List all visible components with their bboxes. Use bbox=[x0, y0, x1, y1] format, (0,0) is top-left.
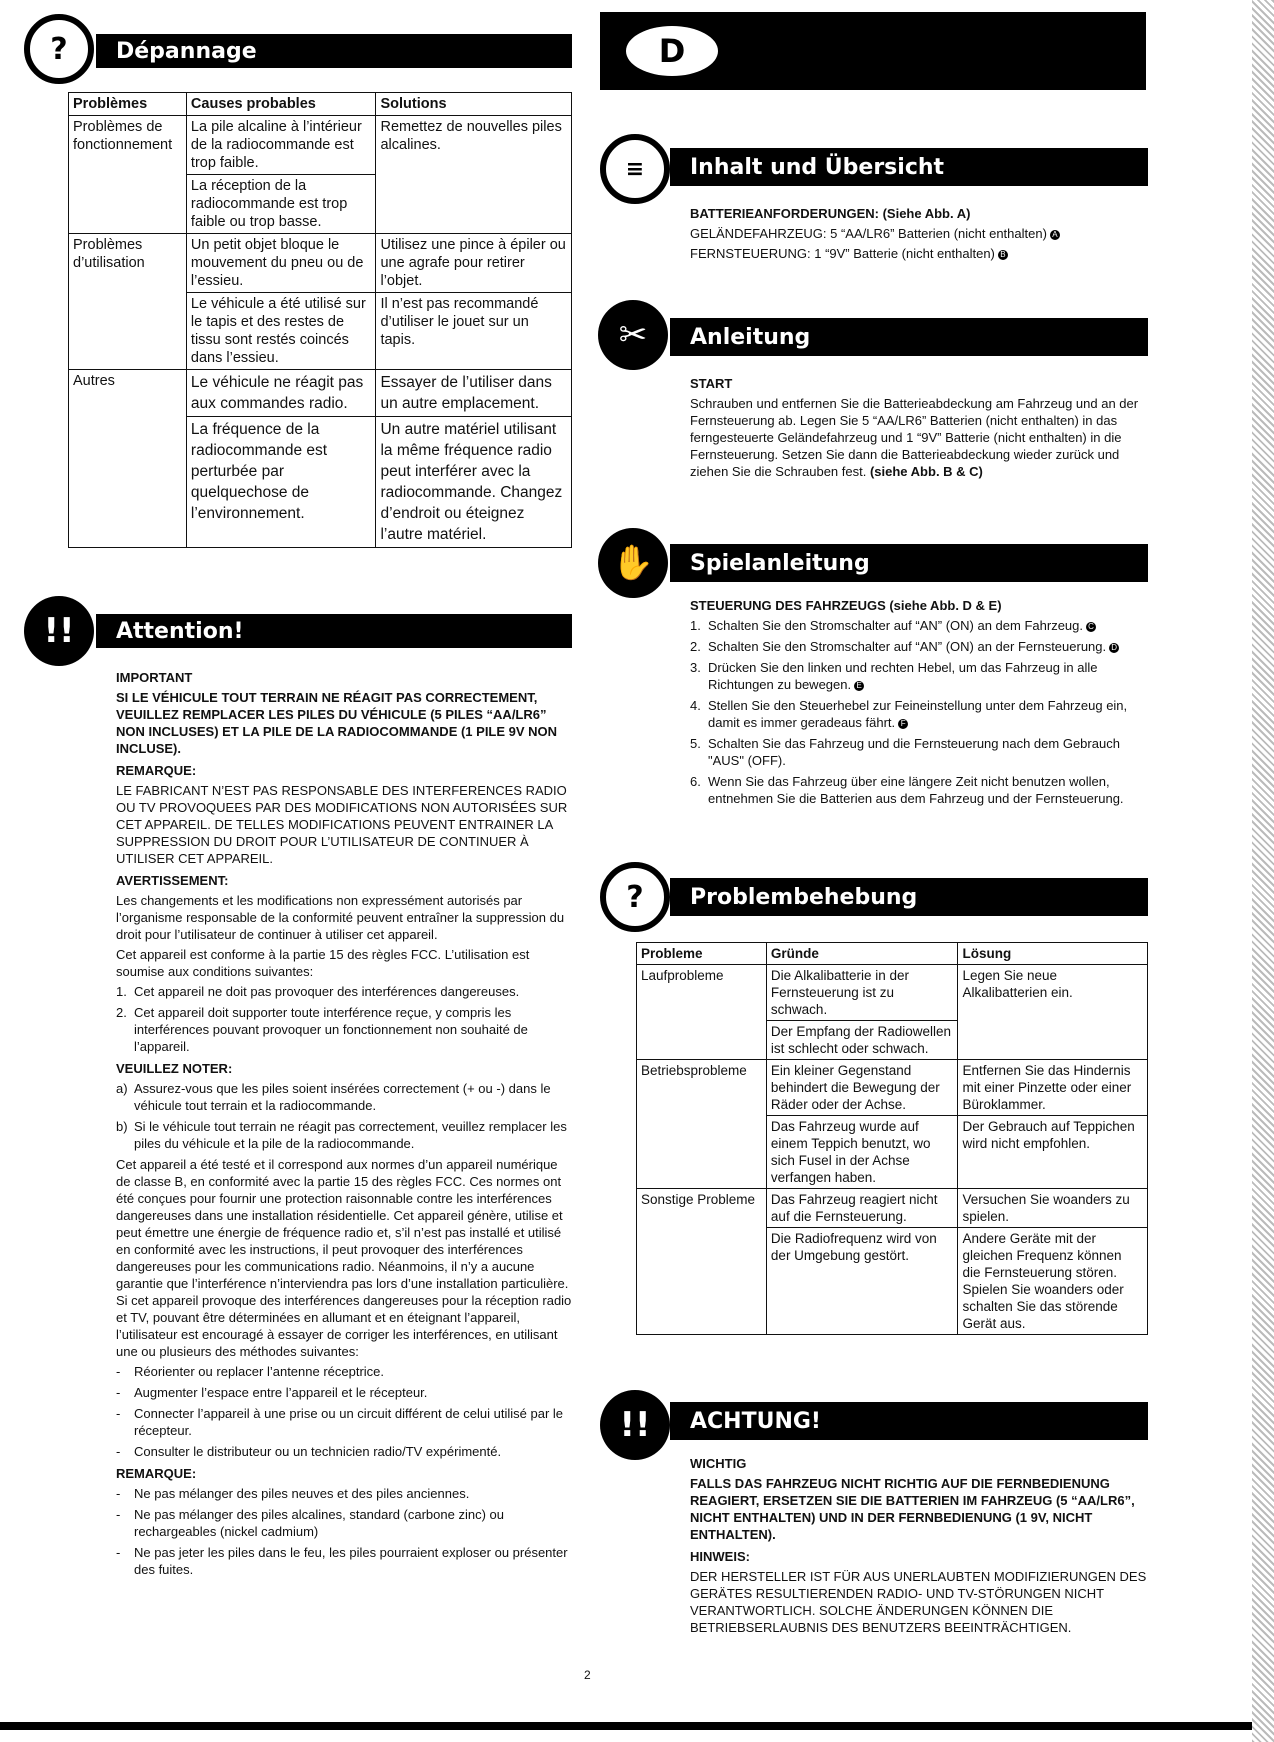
solution-cell: Un autre matériel utilisant la même fréquence radio peut interférer avec la radiocommande. Changez d’endroit ou éteignez l’autre matériel. bbox=[376, 417, 572, 548]
table-row bbox=[637, 1060, 1148, 1116]
cause-cell: Un petit objet bloque le mouvement du pneu ou de l’essieu. bbox=[186, 234, 376, 293]
table-header-row bbox=[69, 93, 572, 116]
problem-table bbox=[636, 942, 1148, 1335]
cause-cell: Le véhicule a été utilisé sur le tapis et des restes de tissu sont restés coincés dans l’essieu. bbox=[186, 293, 376, 370]
list-item: - Ne pas mélanger des piles alcalines, standard (carbone zinc) ou rechargeables (nickel cadmium) bbox=[116, 1507, 504, 1539]
depannage-title: Dépannage bbox=[116, 38, 257, 64]
cause-cell: La réception de la radiocommande est trop faible ou trop basse. bbox=[186, 175, 376, 234]
question-icon: ? bbox=[600, 862, 670, 932]
table-row bbox=[637, 1189, 1148, 1228]
solution-cell: Versuchen Sie woanders zu spielen. bbox=[958, 1189, 1148, 1228]
attention-header bbox=[96, 614, 572, 648]
solution-cell: Entfernen Sie das Hindernis mit einer Pinzette oder einer Büroklammer. bbox=[958, 1060, 1148, 1116]
list-item: - Connecter l’appareil à une prise ou un circuit différent de celui utilisé par le récepteur. bbox=[116, 1406, 564, 1438]
problem-cell: Autres bbox=[69, 370, 187, 548]
problem-cell: Problèmes d’utilisation bbox=[69, 234, 187, 370]
achtung-title: ACHTUNG! bbox=[690, 1408, 821, 1434]
hinweis-text: DER HERSTELLER IST FÜR AUS UNERLAUBTEN MODIFIZIERUNGEN DES GERÄTES RESULTIERENDEN RADIO- UND TV-STÖRUNGEN NICHT VERANTWORTLICH. SOLCHE ÄNDERUNGEN KÖNNEN DIE BETRIEBSERLAUBNIS DES BENUTZERS BEEINTRÄCHTIGEN. bbox=[690, 1569, 1147, 1635]
inhalt-header bbox=[670, 148, 1148, 186]
inhalt-title: Inhalt und Übersicht bbox=[690, 154, 945, 180]
steering-heading: STEUERUNG DES FAHRZEUGS (siehe Abb. D & E) bbox=[690, 598, 1002, 613]
cause-cell: Ein kleiner Gegenstand behindert die Bewegung der Räder oder der Achse. bbox=[766, 1060, 958, 1116]
start-heading: START bbox=[690, 376, 733, 391]
header-problemes: Problèmes bbox=[69, 93, 187, 116]
problem-cell: Sonstige Probleme bbox=[637, 1189, 767, 1335]
problem-title: Problembehebung bbox=[690, 884, 918, 910]
note-list bbox=[116, 1080, 574, 1152]
table-row bbox=[69, 370, 572, 417]
exclamation-icon: !! bbox=[24, 596, 94, 666]
veuillez-heading: VEUILLEZ NOTER: bbox=[116, 1061, 233, 1076]
list-item: 5. Schalten Sie das Fahrzeug und die Fernsteuerung nach dem Gebrauch "AUS" (OFF). bbox=[690, 736, 1120, 768]
list-item: 4. Stellen Sie den Steuerhebel zur Feineinstellung unter dem Fahrzeug ein, damit es immer geradeaus fährt. F bbox=[690, 698, 1128, 730]
inhalt-body bbox=[690, 200, 1150, 265]
cause-cell: Das Fahrzeug wurde auf einem Teppich benutzt, wo sich Fusel in der Achse verfangen haben. bbox=[766, 1116, 958, 1189]
anleitung-title: Anleitung bbox=[690, 324, 811, 350]
cause-cell: Die Radiofrequenz wird von der Umgebung gestört. bbox=[766, 1228, 958, 1335]
cause-cell: Le véhicule ne réagit pas aux commandes radio. bbox=[186, 370, 376, 417]
list-item: - Réorienter ou replacer l’antenne réceptrice. bbox=[116, 1364, 385, 1379]
remarque-text: LE FABRICANT N’EST PAS RESPONSABLE DES INTERFERENCES RADIO OU TV PROVOQUEES PAR DES MODIFICATIONS NON AUTORISÉES SUR CET APPAREIL. DE TELLES MODIFICATIONS PEUVENT ENTRAINER LA SUPPRESSION DU DROIT POUR L’UTILISATEUR DE CONTINUER À UTILISER CET APPAREIL. bbox=[116, 783, 568, 866]
page-number: 2 bbox=[584, 1668, 591, 1682]
cause-cell: La pile alcaline à l’intérieur de la radiocommande est trop faible. bbox=[186, 116, 376, 175]
list-item: 1. Schalten Sie den Stromschalter auf “AN” (ON) an dem Fahrzeug. C bbox=[690, 617, 1150, 634]
attention-title: Attention! bbox=[116, 618, 244, 644]
anleitung-text: Schrauben und entfernen Sie die Batterieabdeckung am Fahrzeug und an der Fernsteuerung ab. Legen Sie 5 “AA/LR6” Batterien (nicht enthalten) in das ferngesteuerte Geländefahrzeug und 1 “9V” Batterie (nicht enthalten) in die Fernsteuerung. Setzen Sie dann die Batterieabdeckung wieder zurück und ziehen Sie die Schrauben fest. (siehe Abb. B & C) bbox=[690, 396, 1139, 479]
remarque2-heading: REMARQUE: bbox=[116, 1466, 197, 1481]
cause-cell: Die Alkalibatterie in der Fernsteuerung ist zu schwach. bbox=[766, 965, 958, 1021]
checklist-icon: ≡ bbox=[600, 134, 670, 204]
list-item: 3. Drücken Sie den linken und rechten Hebel, um das Fahrzeug in alle Richtungen zu bewegen. E bbox=[690, 660, 1098, 692]
list-item: - Ne pas mélanger des piles neuves et des piles anciennes. bbox=[116, 1486, 470, 1501]
methods-list bbox=[116, 1363, 574, 1460]
list-item: - Consulter le distributeur ou un technicien radio/TV expérimenté. bbox=[116, 1444, 502, 1459]
remarque-list bbox=[116, 1485, 574, 1578]
spiel-body bbox=[690, 592, 1150, 811]
wichtig-heading: WICHTIG bbox=[690, 1456, 747, 1471]
classb-text: Cet appareil a été testé et il correspond aux normes d’un appareil numérique de classe B, en conformité avec la partie 15 des règles FCC. Ces normes ont été conçues pour fournir une protection raisonnable contre les interférences dangereuses dans une installation résidentielle. Cet appareil génère, utilise et peut émettre une énergie de fréquence radio et, s’il n’est pas installé et utilisé en conformité avec les instructions, il peut provoquer des interférences dangereuses pour les communications radio. Néanmoins, il n’y a aucune garantie que l’interférence n’interviendra pas lors d’une installation particulière. Si cet appareil provoque des interférences dangereuses pour la réception radio et TV, pouvant être déterminées en allumant et en éteignant l’appareil, l’utilisateur est encouragé à essayer de corriger les interférences, en utilisant une ou plusieurs des méthodes suivantes: bbox=[116, 1157, 572, 1359]
table-row bbox=[637, 965, 1148, 1021]
list-item: 1. Cet appareil ne doit pas provoquer des interférences dangereuses. bbox=[116, 984, 520, 999]
list-item: b) Si le véhicule tout terrain ne réagit pas correctement, veuillez remplacer les piles du véhicule et la pile de la radiocommande. bbox=[116, 1119, 567, 1151]
cause-cell: Der Empfang der Radiowellen ist schlecht oder schwach. bbox=[766, 1021, 958, 1060]
list-item: - Augmenter l’espace entre l’appareil et le récepteur. bbox=[116, 1385, 428, 1400]
attention-body bbox=[116, 664, 574, 1582]
exclamation-icon: !! bbox=[600, 1390, 670, 1460]
solution-cell: Il n’est pas recommandé d’utiliser le jouet sur un tapis. bbox=[376, 293, 572, 370]
problem-cell: Betriebsprobleme bbox=[637, 1060, 767, 1189]
step-marker: E bbox=[854, 681, 864, 691]
wichtig-text: FALLS DAS FAHRZEUG NICHT RICHTIG AUF DIE FERNBEDIENUNG REAGIERT, ERSETZEN SIE DIE BATTERIEN IM FAHRZEUG (5 “AA/LR6”, NICHT ENTHALTEN) UND IN DER FERNBEDIENUNG (1 9V, NICHT ENTHALTEN). bbox=[690, 1476, 1135, 1542]
fcc-list bbox=[116, 983, 574, 1055]
step-marker: D bbox=[1109, 643, 1119, 653]
header-causes: Causes probables bbox=[186, 93, 376, 116]
solution-cell: Andere Geräte mit der gleichen Frequenz können die Fernsteuerung stören. Spielen Sie woanders oder schalten Sie das störende Gerät aus. bbox=[958, 1228, 1148, 1335]
remarque-heading: REMARQUE: bbox=[116, 763, 197, 778]
language-badge: D bbox=[626, 26, 718, 76]
important-text: SI LE VÉHICULE TOUT TERRAIN NE RÉAGIT PAS CORRECTEMENT, VEUILLEZ REMPLACER LES PILES DU VÉHICULE (5 PILES “AA/LR6” NON INCLUSES) ET LA PILE DE LA RADIOCOMMANDE (1 PILE 9V NON INCLUSE). bbox=[116, 690, 558, 756]
hinweis-heading: HINWEIS: bbox=[690, 1549, 750, 1564]
solution-cell: Remettez de nouvelles piles alcalines. bbox=[376, 116, 572, 234]
step-marker: A bbox=[1050, 230, 1060, 240]
header-gruende: Gründe bbox=[766, 943, 958, 965]
step-marker: F bbox=[898, 719, 908, 729]
achtung-header bbox=[670, 1402, 1148, 1440]
problem-cell: Problèmes de fonctionnement bbox=[69, 116, 187, 234]
step-marker: C bbox=[1086, 622, 1096, 632]
language-banner bbox=[600, 12, 1146, 90]
question-icon: ? bbox=[24, 14, 94, 84]
tools-icon: ✂ bbox=[598, 300, 668, 370]
solution-cell: Legen Sie neue Alkalibatterien ein. bbox=[958, 965, 1148, 1060]
spiel-title: Spielanleitung bbox=[690, 550, 870, 576]
battery-heading: BATTERIEANFORDERUNGEN: (Siehe Abb. A) bbox=[690, 206, 971, 221]
depannage-table bbox=[68, 92, 572, 548]
steps-list bbox=[690, 617, 1150, 807]
fcc-text: Cet appareil est conforme à la partie 15 des règles FCC. L’utilisation est soumise aux conditions suivantes: bbox=[116, 947, 530, 979]
inhalt-line: GELÄNDEFAHRZEUG: 5 “AA/LR6” Batterien (nicht enthalten) A bbox=[690, 225, 1150, 242]
cause-cell: Das Fahrzeug reagiert nicht auf die Fernsteuerung. bbox=[766, 1189, 958, 1228]
important-heading: IMPORTANT bbox=[116, 670, 193, 685]
anleitung-header bbox=[670, 318, 1148, 356]
list-item: 6. Wenn Sie das Fahrzeug über eine längere Zeit nicht benutzen wollen, entnehmen Sie die Batterien aus dem Fahrzeug und der Fernsteuerung. bbox=[690, 774, 1124, 806]
spiel-header bbox=[670, 544, 1148, 582]
anleitung-body bbox=[690, 370, 1150, 483]
achtung-body bbox=[690, 1450, 1150, 1639]
solution-cell: Essayer de l’utiliser dans un autre emplacement. bbox=[376, 370, 572, 417]
list-item: - Ne pas jeter les piles dans le feu, les piles pourraient exploser ou présenter des fuites. bbox=[116, 1545, 568, 1577]
hands-icon: ✋ bbox=[598, 528, 668, 598]
list-item: 2. Schalten Sie den Stromschalter auf “AN” (ON) an der Fernsteuerung. D bbox=[690, 638, 1150, 655]
problem-header bbox=[670, 878, 1148, 916]
header-loesung: Lösung bbox=[958, 943, 1148, 965]
avertissement-heading: AVERTISSEMENT: bbox=[116, 873, 229, 888]
step-marker: B bbox=[998, 250, 1008, 260]
list-item: a) Assurez-vous que les piles soient insérées correctement (+ ou -) dans le véhicule tout terrain et la radiocommande. bbox=[116, 1081, 551, 1113]
bottom-rule bbox=[0, 1722, 1274, 1730]
solution-cell: Der Gebrauch auf Teppichen wird nicht empfohlen. bbox=[958, 1116, 1148, 1189]
table-row bbox=[69, 234, 572, 293]
header-probleme: Probleme bbox=[637, 943, 767, 965]
inhalt-line: FERNSTEUERUNG: 1 “9V” Batterie (nicht enthalten) B bbox=[690, 245, 1150, 262]
depannage-header bbox=[96, 34, 572, 68]
table-row bbox=[69, 116, 572, 175]
table-header-row bbox=[637, 943, 1148, 965]
problem-cell: Laufprobleme bbox=[637, 965, 767, 1060]
solution-cell: Utilisez une pince à épiler ou une agrafe pour retirer l’objet. bbox=[376, 234, 572, 293]
avertissement-text: Les changements et les modifications non expressément autorisés par l’organisme responsable de la conformité peuvent entraîner la suppression du droit pour l’utilisateur de continuer à utiliser cet appareil. bbox=[116, 893, 565, 942]
list-item: 2. Cet appareil doit supporter toute interférence reçue, y compris les interférences pouvant provoquer un fonctionnement non souhaité de l’appareil. bbox=[116, 1005, 528, 1054]
cause-cell: La fréquence de la radiocommande est perturbée par quelquechose de l’environnement. bbox=[186, 417, 376, 548]
header-solutions: Solutions bbox=[376, 93, 572, 116]
scan-edge bbox=[1252, 0, 1274, 1742]
